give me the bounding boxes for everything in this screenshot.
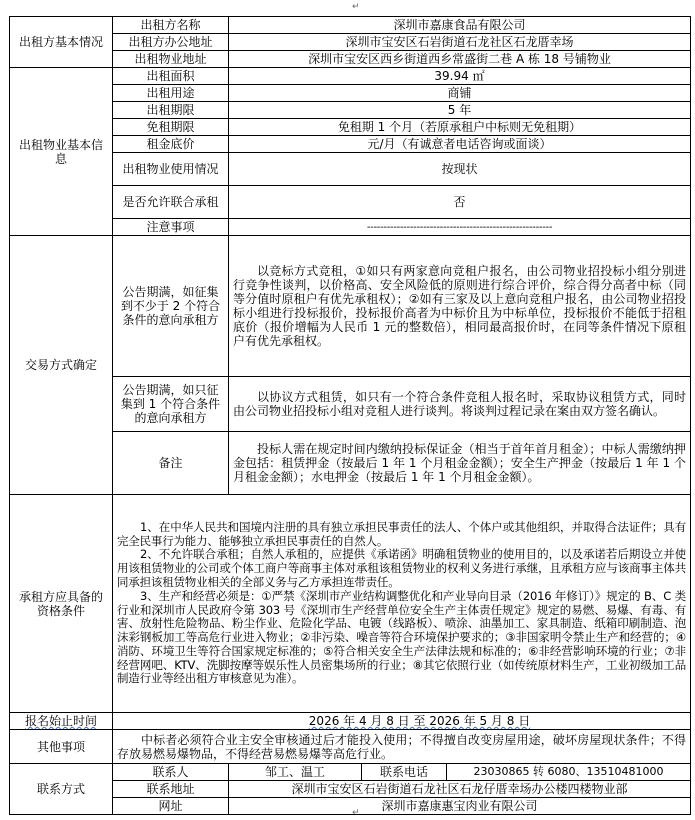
joint-lease-label: 是否允许联合承租 [113,186,229,219]
paragraph-mark: ↵ [352,2,360,12]
contact-address-value: 深圳市宝安区石岩街道石龙社区石龙仔厝幸场办公楼四楼物业部 [229,781,691,798]
website-value: 深圳市嘉康惠宝肉业有限公司 [229,798,691,815]
term-label: 出租期限 [113,102,229,119]
joint-lease-value: 否 [229,186,691,219]
area-value: 39.94 ㎡ [229,68,691,85]
qualification-item: 2、不允许联合承租；自然人承租的，应提供《承诺函》明确租赁物业的使用目的，以及承诺若后期设立并使用该租赁物业的公司或个体工商户等商事主体对承租该租赁物业的权利义务进行承继，且承租方应与该商事主体共同承担该租赁物业相关的全部义务与乙方承担连带责任。 [117,547,686,589]
lessor-name-value: 深圳市嘉康食品有限公司 [229,17,691,34]
lessor-section-title: 出租方基本情况 [10,17,113,68]
base-rent-label: 租金底价 [113,136,229,153]
single-bidder-value: 以协议方式租赁，如只有一个符合条件竞租人报名时，采取协议租赁方式，同时由公司物业招投标小组对竞租人进行谈判。将谈判过程记录在案由双方签名确认。 [229,377,691,432]
qualification-item: 3、生产和经营必须是：①严禁《深圳市产业结构调整优化和产业导向目录（2016 年修订）》规定的 B、C 类行业和深圳市人民政府令第 303 号《深圳市生产经营单位安全生产主体责任规定》规定的易燃、易爆、有毒、有害、放射性危险物品、粉尘作业、危险化学品、电镀（线路板）、喷涂、油墨加工、家具制造、纸箱印刷制造、泡沫彩钢板加工等高危行业进入物业；②非污染、噪音等符合环境保护要求的；③非国家明令禁止生产和经营的；④消防、环境卫生等符合国家规定标准的；⑤符合相关安全生产法律法规和标准的；⑥非经营影响环境的行业；⑦非经营网吧、KTV、洗脚按摩等娱乐性人员密集场所的行业；⑧其它依照行业（如传统原材料生产，工业初级加工品制造行业等经出租方审核意见为准）。 [117,588,686,686]
property-address-value: 深圳市宝安区西乡街道西乡常盛街二巷 A 栋 18 号铺物业 [229,51,691,68]
contact-phone-value: 23030865 转 6080、13510481000 [447,764,691,781]
schedule-label-text: 报名始止时间 [24,714,97,728]
website-label: 网址 [113,798,229,815]
usage-status-label: 出租物业使用情况 [113,153,229,186]
property-address-label: 出租物业地址 [113,51,229,68]
other-label: 其他事项 [10,730,113,764]
multi-bidder-label: 公告期满，如征集到不少于 2 个符合条件的意向承租方 [113,236,229,377]
notes-label: 注意事项 [113,219,229,236]
notes-value: -------------------------------------------------------- [229,219,691,236]
usage-status-value: 按现状 [229,153,691,186]
rent-free-value: 免租期 1 个月（若原承租户中标则无免租期） [229,119,691,136]
other-value: 中标者必须符合业主安全审核通过后才能投入使用；不得擅自改变房屋用途，破坏房屋现状条件；不得存放易燃易爆物品，不得经营易燃易爆等高危行业。 [113,730,691,764]
contact-phone-label: 联系电话 [362,764,447,781]
qualification-content [113,495,691,713]
rent-free-label: 免租期限 [113,119,229,136]
contact-person-label: 联系人 [113,764,229,781]
schedule-value-text: 2026 年 4 月 8 日 至 2026 年 5 月 8 日 [308,714,531,728]
lessor-office-value: 深圳市宝安区石岩街道石龙社区石龙厝幸场 [229,34,691,51]
term-value: 5 年 [229,102,691,119]
remarks-value: 投标人需在规定时间内缴纳投标保证金（相当于首年首月租金）；中标人需缴纳押金包括：租赁押金（按最后 1 年 1 个月租金金额）；安全生产押金（按最后 1 年 1 个月租金金额）；水电押金（按最后 1 年 1 个月租金金额）。 [229,432,691,495]
transaction-section-title: 交易方式确定 [10,236,113,495]
usage-value: 商铺 [229,85,691,102]
schedule-value [113,713,691,730]
qualification-item: 1、在中华人民共和国境内注册的具有独立承担民事责任的法人、个体户或其他组织，并取得合法证件；具有完全民事行为能力、能够独立承担民事责任的自然人。 [117,519,686,548]
multi-bidder-value: 以竞标方式竞租，①如只有两家意向竞租户报名，由公司物业招投标小组分别进行竞争性谈判，以价格高、安全风险低的原则进行综合评价，综合得分高者中标（同等分值时原租户有优先承租权）；②如有三家及以上意向竞租户报名，由公司物业招投标小组进行投标报价，投标报价高者为中标价且为中标单位，投标报价不能低于招租底价（报价增幅为人民币 1 元的整数倍），相同最高报价时，在同等条件情况下原租户有优先承租权。 [229,236,691,377]
contact-section-title: 联系方式 [10,764,113,815]
contact-person-value: 邹工、温工 [229,764,362,781]
lease-info-table [9,16,691,815]
lessor-office-label: 出租方办公地址 [113,34,229,51]
schedule-label [10,713,113,730]
area-label: 出租面积 [113,68,229,85]
lessor-name-label: 出租方名称 [113,17,229,34]
usage-label: 出租用途 [113,85,229,102]
property-section-title: 出租物业基本信息 [10,68,113,236]
single-bidder-label: 公告期满，如只征集到 1 个符合条件的意向承租方 [113,377,229,432]
remarks-label: 备注 [113,432,229,495]
paragraph-mark: ↵ [352,808,360,818]
contact-address-label: 联系地址 [113,781,229,798]
qualification-section-title: 承租方应具备的资格条件 [10,495,113,713]
base-rent-value: 元/月（有诚意者电话咨询或面谈） [229,136,691,153]
